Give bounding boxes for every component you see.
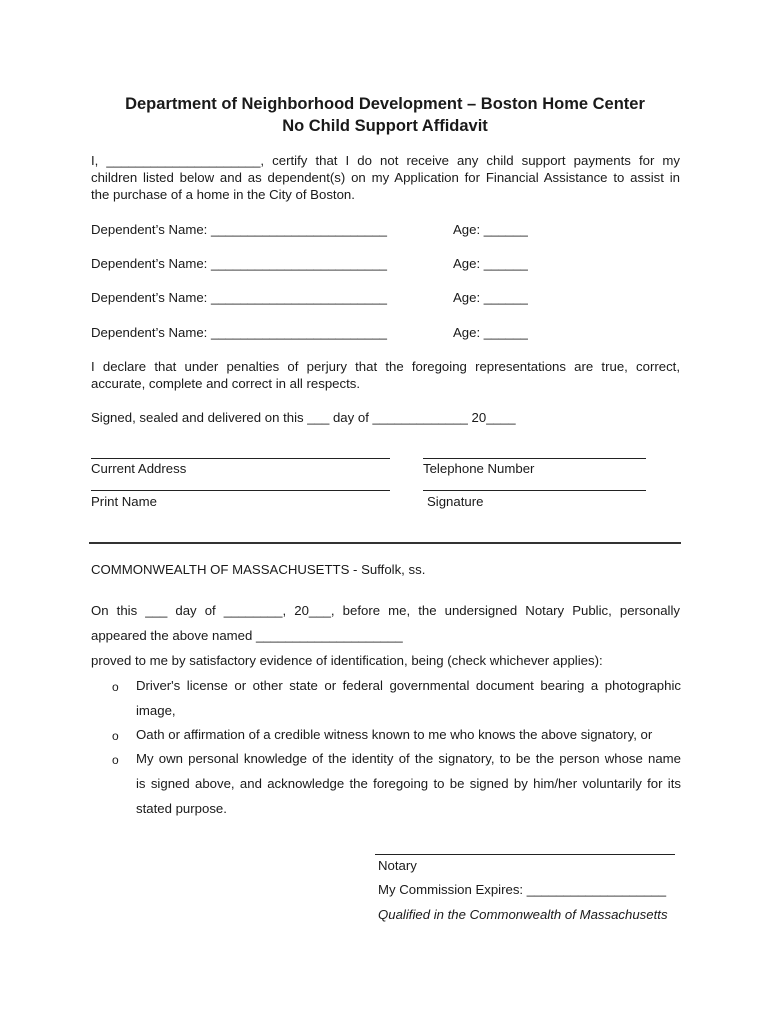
option-2-checkbox[interactable]: o bbox=[112, 729, 119, 743]
option-1-line-2: image, bbox=[136, 703, 176, 718]
print-name-label: Print Name bbox=[91, 494, 157, 509]
option-2-line-1: Oath or affirmation of a credible witness known to me who knows the above signatory, or bbox=[136, 727, 653, 742]
title-line-2: No Child Support Affidavit bbox=[282, 117, 488, 135]
certify-line-3: the purchase of a home in the City of Boston. bbox=[91, 187, 355, 202]
dependent-age-field-4[interactable]: Age: ______ bbox=[453, 325, 528, 340]
section-divider bbox=[89, 542, 681, 544]
notary-label: Notary bbox=[378, 858, 417, 873]
option-3-line-2: is signed above, and acknowledge the foregoing to be signed by him/her voluntarily for its bbox=[136, 776, 681, 791]
option-1-checkbox[interactable]: o bbox=[112, 680, 119, 694]
current-address-label: Current Address bbox=[91, 461, 187, 476]
print-name-line[interactable] bbox=[91, 490, 390, 491]
proved-line: proved to me by satisfactory evidence of identification, being (check whichever applies): bbox=[91, 653, 603, 668]
signed-date-line[interactable]: Signed, sealed and delivered on this ___ day of _____________ 20____ bbox=[91, 410, 516, 425]
qualified-text: Qualified in the Commonwealth of Massachusetts bbox=[378, 907, 668, 922]
signature-label: Signature bbox=[427, 494, 484, 509]
certify-line-2: children listed below and as dependent(s) on my Application for Financial Assistance to assist in bbox=[91, 170, 680, 185]
telephone-number-line[interactable] bbox=[423, 458, 646, 459]
commonwealth-heading: COMMONWEALTH OF MASSACHUSETTS - Suffolk, ss. bbox=[91, 562, 426, 577]
option-3-checkbox[interactable]: o bbox=[112, 753, 119, 767]
appeared-line[interactable]: appeared the above named ____________________ bbox=[91, 628, 403, 643]
commission-expires-field[interactable]: My Commission Expires: ___________________ bbox=[378, 882, 667, 897]
title-line-1: Department of Neighborhood Development – Boston Home Center bbox=[125, 95, 645, 113]
signature-line[interactable] bbox=[423, 490, 646, 491]
dependent-name-field-2[interactable]: Dependent’s Name: ________________________ bbox=[91, 256, 388, 271]
option-3-line-1: My own personal knowledge of the identity of the signatory, to be the person whose name bbox=[136, 751, 681, 766]
notary-signature-line[interactable] bbox=[375, 854, 675, 855]
dependent-age-field-2[interactable]: Age: ______ bbox=[453, 256, 528, 271]
option-1-line-1: Driver's license or other state or federal governmental document bearing a photographic bbox=[136, 678, 681, 693]
current-address-line[interactable] bbox=[91, 458, 390, 459]
certify-line-1: I, _____________________, certify that I do not receive any child support payments for my bbox=[91, 153, 680, 168]
dependent-age-field-3[interactable]: Age: ______ bbox=[453, 290, 528, 305]
declaration-line-1: I declare that under penalties of perjury that the foregoing representations are true, correct, bbox=[91, 359, 680, 374]
dependent-age-field-1[interactable]: Age: ______ bbox=[453, 222, 528, 237]
dependent-name-field-4[interactable]: Dependent’s Name: ________________________ bbox=[91, 325, 388, 340]
option-3-line-3: stated purpose. bbox=[136, 801, 227, 816]
dependent-name-field-3[interactable]: Dependent’s Name: ________________________ bbox=[91, 290, 388, 305]
declaration-line-2: accurate, complete and correct in all respects. bbox=[91, 376, 361, 391]
dependent-name-field-1[interactable]: Dependent’s Name: ________________________ bbox=[91, 222, 388, 237]
telephone-number-label: Telephone Number bbox=[423, 461, 535, 476]
on-this-line[interactable]: On this ___ day of ________, 20___, before me, the undersigned Notary Public, personally bbox=[91, 603, 680, 618]
